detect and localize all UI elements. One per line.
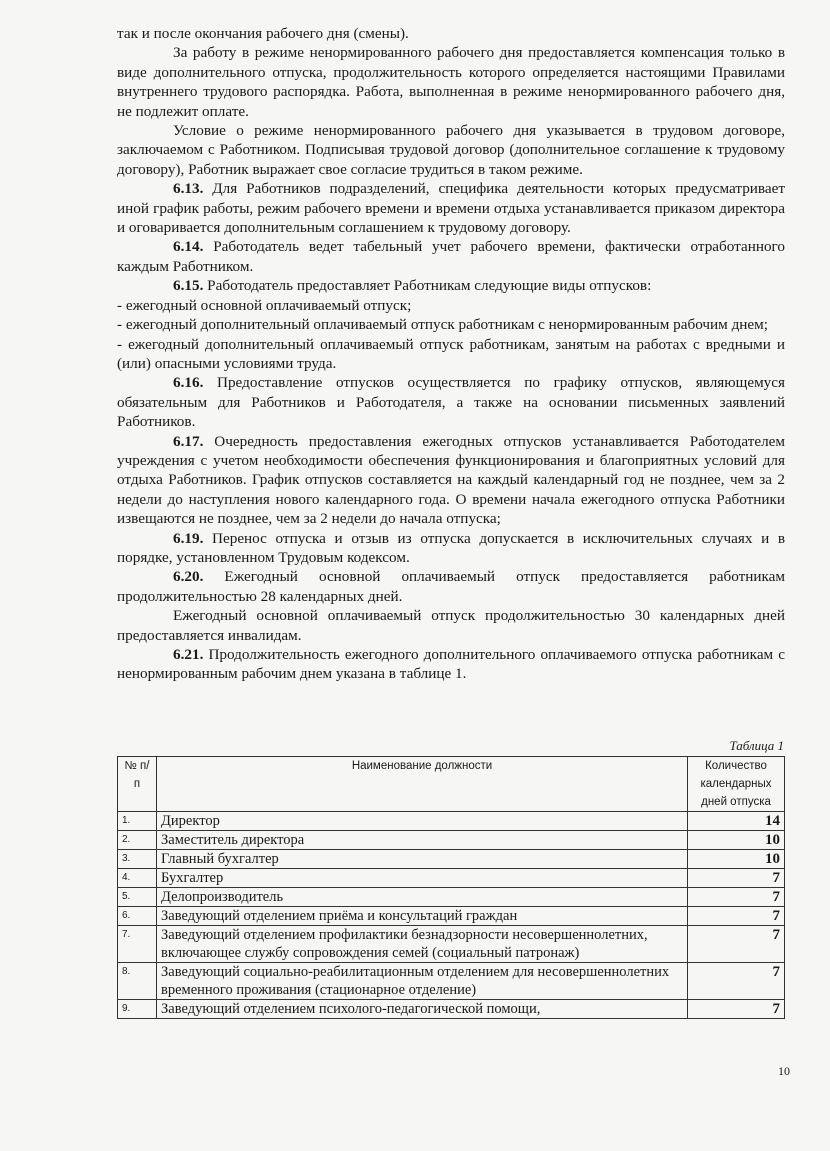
row-number: 5.	[118, 888, 157, 907]
table-row	[118, 963, 785, 1000]
leave-days: 7	[688, 926, 785, 963]
paragraph-text: Работодатель ведет табельный учет рабочего времени, фактически отработанного каждым Работником.	[117, 238, 786, 275]
table-row	[118, 907, 785, 926]
paragraph-text: так и после окончания рабочего дня (смены).	[117, 25, 409, 42]
paragraph-text: Для Работников подразделений, специфика деятельности которых предусматривает иной график работы, режим рабочего времени и времени отдыха устанавливается приказом директора и оговаривается дополнительным соглашением к трудовому договору.	[117, 180, 786, 237]
paragraph	[117, 24, 785, 43]
position-name: Делопроизводитель	[157, 888, 688, 907]
position-name: Заведующий отделением психолого-педагогической помощи,	[157, 1000, 688, 1019]
paragraph-text: За работу в режиме ненормированного рабочего дня предоставляется компенсация только в виде дополнительного отпуска, продолжительность которого определяется настоящими Правилами внутреннего трудового распорядка. Работа, выполненная в режиме ненормированного рабочего дня, не подлежит оплате.	[117, 44, 785, 120]
header-position-name: Наименование должности	[157, 757, 688, 812]
leave-days: 7	[688, 869, 785, 888]
paragraph	[117, 645, 785, 684]
leave-days: 10	[688, 850, 785, 869]
table-row	[118, 888, 785, 907]
row-number: 8.	[118, 963, 157, 1000]
row-number: 9.	[118, 1000, 157, 1019]
paragraph-text: Ежегодный основной оплачиваемый отпуск предоставляется работникам продолжительностью 28 календарных дней.	[117, 568, 785, 605]
leave-days: 10	[688, 831, 785, 850]
section-number: 6.20.	[173, 568, 204, 586]
table-row	[118, 869, 785, 888]
row-number: 6.	[118, 907, 157, 926]
section-number: 6.19.	[173, 529, 204, 547]
position-name: Заведующий отделением профилактики безнадзорности несовершеннолетних, включающее службу сопровождения семей (социальный патронаж)	[157, 926, 688, 963]
paragraph-text: Предоставление отпусков осуществляется по графику отпусков, являющемуся обязательным для Работников и Работодателя, а также на основании письменных заявлений Работников.	[117, 374, 785, 431]
position-name: Бухгалтер	[157, 869, 688, 888]
position-name: Главный бухгалтер	[157, 850, 688, 869]
body-text	[117, 24, 785, 684]
paragraph-text: - ежегодный дополнительный оплачиваемый отпуск работникам, занятым на работах с вредными и (или) опасными условиями труда.	[117, 335, 785, 372]
header-leave-days: Количество календарных дней отпуска	[688, 757, 785, 812]
section-number: 6.15.	[173, 277, 204, 295]
position-name: Заведующий отделением приёма и консультаций граждан	[157, 907, 688, 926]
paragraph-text: - ежегодный дополнительный оплачиваемый отпуск работникам с ненормированным рабочим днем;	[117, 316, 768, 334]
row-number: 1.	[118, 812, 157, 831]
section-number: 6.13.	[173, 180, 204, 198]
leave-days: 7	[688, 1000, 785, 1019]
position-name: Директор	[157, 812, 688, 831]
table-row	[118, 831, 785, 850]
paragraph-text: Продолжительность ежегодного дополнительного оплачиваемого отпуска работникам с ненормированным рабочим днем указана в таблице 1.	[117, 646, 786, 683]
paragraph	[117, 315, 785, 334]
table-row	[118, 812, 785, 831]
table-header-row	[118, 757, 785, 812]
table-row	[118, 926, 785, 963]
paragraph	[117, 276, 785, 295]
paragraph	[117, 567, 785, 606]
paragraph	[117, 237, 785, 276]
row-number: 2.	[118, 831, 157, 850]
section-number: 6.16.	[173, 374, 204, 392]
paragraph-text: - ежегодный основной оплачиваемый отпуск;	[117, 296, 412, 314]
table-row	[118, 850, 785, 869]
row-number: 4.	[118, 869, 157, 888]
leave-days-table	[117, 756, 785, 1019]
paragraph	[117, 43, 785, 121]
paragraph-text: Работодатель предоставляет Работникам следующие виды отпусков:	[207, 277, 652, 295]
leave-days: 7	[688, 888, 785, 907]
paragraph-text: Ежегодный основной оплачиваемый отпуск продолжительностью 30 календарных дней предоставляется инвалидам.	[117, 607, 785, 644]
section-number: 6.17.	[173, 432, 204, 450]
paragraph	[117, 529, 785, 568]
leave-days: 7	[688, 907, 785, 926]
paragraph-text: Условие о режиме ненормированного рабочего дня указывается в трудовом договоре, заключаемом с Работником. Подписывая трудовой договор (дополнительное соглашение к трудовому договору), Работник выражает свое согласие трудиться в таком режиме.	[117, 122, 785, 178]
section-number: 6.21.	[173, 646, 204, 663]
header-number: № п/п	[118, 757, 157, 812]
row-number: 3.	[118, 850, 157, 869]
paragraph-text: Очередность предоставления ежегодных отпусков устанавливается Работодателем учреждения с учетом необходимости обеспечения функционирования и благоприятных условий для отдыха Работников. График отпусков составляется на каждый календарный год не позднее, чем за 2 недели до наступления нового календарного года. О времени начала ежегодного отпуска Работники извещаются не позднее, чем за 2 недели до начала отпуска;	[117, 432, 785, 528]
page-number: 10	[778, 1064, 790, 1078]
paragraph	[117, 373, 785, 431]
leave-days: 14	[688, 812, 785, 831]
paragraph	[117, 296, 785, 315]
paragraph	[117, 179, 785, 237]
paragraph	[117, 335, 785, 374]
paragraph	[117, 432, 785, 529]
section-number: 6.14.	[173, 238, 204, 256]
position-name: Заведующий социально-реабилитационным отделением для несовершеннолетних временного проживания (стационарное отделение)	[157, 963, 688, 1000]
position-name: Заместитель директора	[157, 831, 688, 850]
leave-days: 7	[688, 963, 785, 1000]
table-caption: Таблица 1	[729, 738, 784, 753]
paragraph	[117, 606, 785, 645]
paragraph-text: Перенос отпуска и отзыв из отпуска допускается в исключительных случаях и в порядке, установленном Трудовым кодексом.	[117, 529, 786, 566]
paragraph	[117, 121, 785, 179]
table-row	[118, 1000, 785, 1019]
row-number: 7.	[118, 926, 157, 963]
